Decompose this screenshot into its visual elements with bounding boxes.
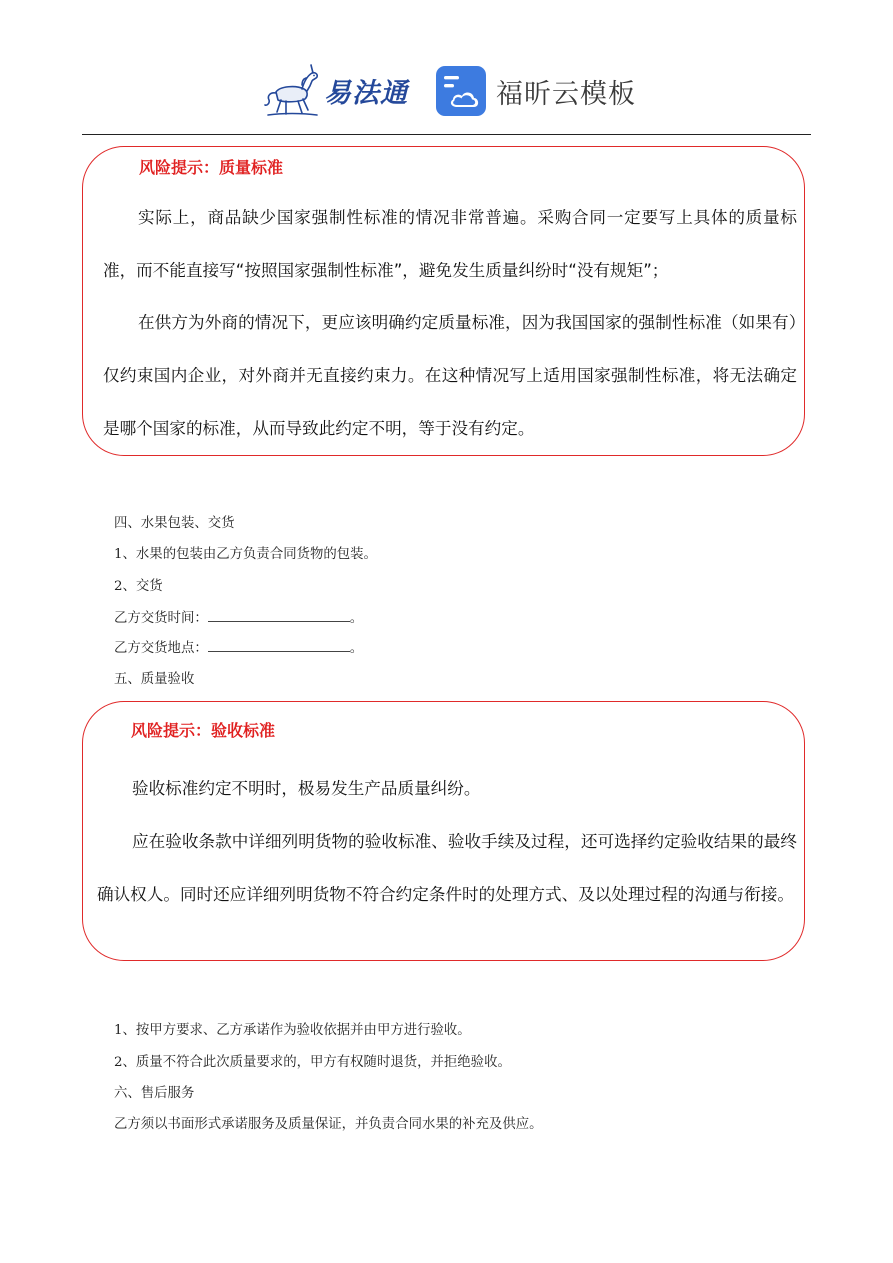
- page-header: [0, 0, 893, 136]
- section-heading: 六、售后服务: [114, 1086, 195, 1101]
- delivery-place-line: [114, 637, 363, 656]
- fuxin-template-logo: [435, 64, 636, 118]
- risk-tip-paragraph: 在供方为外商的情况下，更应该明确约定质量标准，因为我国国家的强制性标准（如果有）仅约束国内企业，对外商并无直接约束力。在这种情况写上适用国家强制性标准，将无法确定是哪个国家的标准，从而导致此约定不明，等于没有约定。: [103, 313, 797, 438]
- delivery-time-label: 乙方交货时间：: [114, 611, 208, 626]
- risk-tip-paragraph: 应在验收条款中详细列明货物的验收标准、验收手续及过程，还可选择约定验收结果的最终确认权人。同时还应详细列明货物不符合约定条件时的处理方式、及以处理过程的沟通与衔接。: [97, 832, 797, 904]
- delivery-place-blank: [208, 639, 350, 652]
- risk-tip-title: 风险提示：验收标准: [131, 721, 276, 740]
- fuxin-brand-text: 福昕云模板: [496, 78, 636, 110]
- clause-text: 1、水果的包装由乙方负责合同货物的包装。: [114, 547, 377, 562]
- risk-tip-quality-standard: [82, 146, 805, 456]
- clause-text: 2、交货: [114, 579, 163, 594]
- risk-tip-paragraph: 验收标准约定不明时，极易发生产品质量纠纷。: [132, 779, 481, 798]
- delivery-place-label: 乙方交货地点：: [114, 641, 208, 656]
- delivery-time-line: [114, 607, 363, 626]
- cloud-template-app-icon: [435, 65, 487, 117]
- clause-text: 乙方须以书面形式承诺服务及质量保证，并负责合同水果的补充及供应。: [114, 1117, 543, 1132]
- clause-text: 1、按甲方要求、乙方承诺作为验收依据并由甲方进行验收。: [114, 1023, 471, 1038]
- risk-tip-paragraph: 实际上，商品缺少国家强制性标准的情况非常普遍。采购合同一定要写上具体的质量标准，而不能直接写“按照国家强制性标准”，避免发生质量纠纷时“没有规矩”；: [103, 208, 797, 280]
- section-heading: 五、质量验收: [114, 672, 195, 687]
- line-end-punct: 。: [349, 641, 364, 656]
- clause-text: 2、质量不符合此次质量要求的，甲方有权随时退货，并拒绝验收。: [114, 1055, 511, 1070]
- yifatong-logo: [262, 62, 412, 118]
- section-heading: 四、水果包装、交货: [114, 516, 235, 531]
- yifatong-brand-text: 易法通: [324, 77, 408, 109]
- horse-logo-icon: [262, 62, 322, 118]
- risk-tip-acceptance-standard: [82, 701, 805, 961]
- line-end-punct: 。: [349, 611, 364, 626]
- header-divider: [82, 134, 811, 135]
- risk-tip-title: 风险提示：质量标准: [139, 158, 284, 177]
- delivery-time-blank: [208, 609, 350, 622]
